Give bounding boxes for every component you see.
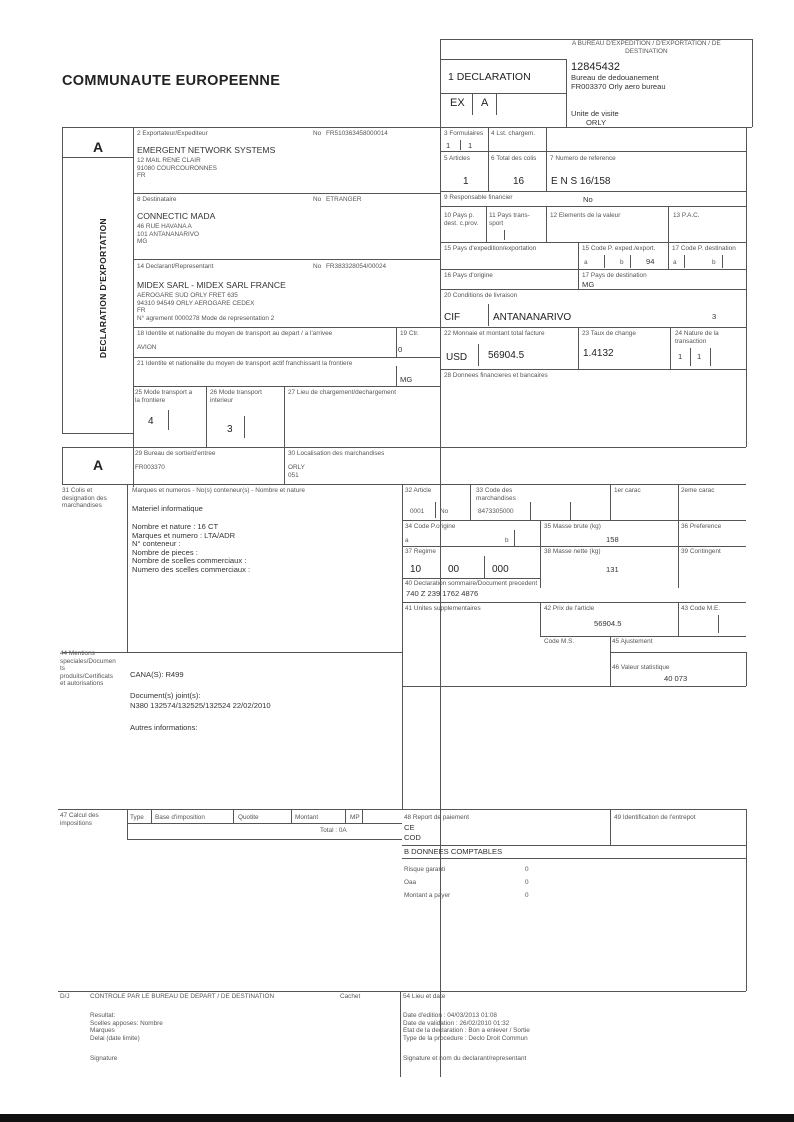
box17-label: 17 Pays de destination (582, 272, 647, 279)
box37-label: 37 Regime (405, 548, 436, 555)
decl-code-ex: EX (450, 97, 465, 109)
code-ms-label: Code M.S. (544, 638, 575, 645)
scan-edge (0, 1114, 794, 1122)
box32-no: No (440, 508, 449, 515)
rule (668, 242, 669, 269)
exporter-no-label: No (313, 130, 322, 137)
rule (460, 140, 461, 150)
letter-a-bottom: A (93, 457, 104, 473)
box25-value: 4 (148, 416, 154, 427)
box47-quotite: Quotite (238, 814, 259, 821)
articles-label: 5 Articles (444, 155, 470, 162)
rule (578, 269, 579, 289)
rule (402, 845, 746, 846)
box47-mp: MP (350, 814, 360, 821)
articles-value: 1 (463, 176, 469, 187)
boxd-items: Resultat: Scelles apposes: Nombre Marques Delai (date limite) (90, 1012, 163, 1042)
box24-v2: 1 (697, 352, 702, 361)
rule (396, 366, 397, 386)
rule (604, 255, 605, 268)
rule (133, 327, 440, 328)
rule (710, 348, 711, 366)
rule (284, 447, 285, 484)
rule (514, 530, 515, 546)
box17a-label: 17 Code P. destination (672, 245, 736, 252)
box40-value: 740 Z 239 1762 4876 (406, 589, 479, 598)
colis-value: 16 (513, 176, 525, 187)
consignee-name: CONNECTIC MADA (137, 211, 216, 221)
box38-value: 131 (606, 565, 619, 574)
box46-label: 46 Valeur statistique (612, 664, 670, 671)
rule (400, 991, 401, 1077)
reference-number: 12845432 (571, 61, 620, 73)
box34-a: a (405, 537, 409, 544)
office-label: Bureau de dedouanement (571, 73, 659, 82)
rule (630, 255, 631, 268)
boxd-signature: Signature (90, 1055, 118, 1062)
financial-value: No (583, 195, 593, 204)
forms-v1: 1 (446, 141, 451, 150)
box33c-label: 2eme carac (681, 487, 715, 494)
box46-value: 40 073 (664, 674, 688, 683)
forms-label: 3 Formulaires (444, 130, 484, 137)
box27-label: 27 Lieu de chargement/dechargement (288, 389, 397, 396)
box43-label: 43 Code M.E. (681, 605, 721, 612)
box49-label: 49 Identification de l'entrepot (614, 814, 696, 821)
box33-value: 8473305000 (478, 508, 514, 515)
rule (440, 59, 566, 60)
rule (578, 327, 579, 369)
rule (610, 652, 746, 653)
declaration-label: 1 DECLARATION (448, 71, 531, 83)
office-value: FR003370 Orly aero bureau (571, 82, 666, 91)
boxb-r2-value: 0 (525, 879, 529, 886)
rule (546, 206, 547, 242)
box47-label: 47 Calcul des impositions (60, 812, 99, 827)
reference-label: 7 Numero de reference (550, 155, 616, 162)
box17-value: MG (582, 280, 595, 289)
rule (488, 304, 489, 326)
rule (291, 809, 292, 823)
rule (678, 484, 679, 520)
visit-label: Unite de visite (571, 109, 619, 118)
rule (566, 59, 567, 127)
box15a-value: 94 (646, 257, 655, 266)
box47-montant: Montant (295, 814, 319, 821)
rule (546, 151, 547, 191)
rule (133, 127, 134, 487)
box30-label: 30 Localisation des marchandises (288, 450, 385, 457)
goods-details: Nombre et nature : 16 CT Marques et numero : LTA/ADR N° conteneur : Nombre de pieces : Nombre de scelles commerciaux : Numero des scelles commerciaux : (132, 522, 251, 574)
rule (610, 484, 611, 520)
box42-label: 42 Prix de l'article (544, 605, 595, 612)
rule (244, 416, 245, 438)
reference-value: E N S 16/158 (551, 176, 611, 187)
rule (402, 686, 746, 687)
box54-sign: Signature et nom du declarant/representant (403, 1055, 527, 1062)
rule (486, 206, 487, 242)
rule (472, 93, 473, 115)
consignee-label: 8 Destinataire (137, 196, 177, 203)
box24-v1: 1 (678, 352, 683, 361)
box25-label: 25 Mode transport a la frontiere (135, 389, 193, 404)
box38-label: 38 Masse nette (kg) (544, 548, 601, 555)
rule (127, 484, 128, 652)
rule (690, 348, 691, 366)
exporter-name: EMERGENT NETWORK SYSTEMS (137, 145, 276, 155)
box35-value: 158 (606, 535, 619, 544)
box20-place: ANTANANARIVO (493, 312, 572, 323)
boxb-r2-label: Oaa (404, 879, 417, 886)
boxd-title: CONTROLE PAR LE BUREAU DE DEPART / DE DESTINATION (90, 993, 275, 1000)
rule (540, 602, 541, 636)
rule (396, 327, 397, 357)
box17a-b: b (712, 259, 716, 266)
boxb-r3-label: Montant a payer (404, 892, 451, 899)
box20-incoterm: CIF (444, 312, 461, 323)
rule (746, 809, 747, 991)
box22-currency: USD (446, 352, 468, 363)
box39-label: 39 Contingent (681, 548, 721, 555)
box44-docs-value: N380 132574/132525/132524 22/02/2010 (130, 701, 271, 710)
rule (752, 39, 753, 127)
box17a-a: a (673, 259, 677, 266)
box34-b: b (505, 537, 509, 544)
box44-label: 44 Mentions speciales/Documen ts produits/Certificats et autorisations (60, 650, 116, 687)
box40-label: 40 Declaration sommaire/Document precedent (405, 580, 538, 587)
box26-label: 26 Mode transport interieur (210, 389, 262, 404)
box33-label: 33 Code des marchandises (476, 487, 516, 502)
load-list-label: 4 Lst. chargem. (491, 130, 536, 137)
box28-label: 28 Donnees financieres et bancaires (444, 372, 548, 379)
declarant-label: 14 Declarant/Representant (137, 263, 214, 270)
goods-description: Materiel informatique (132, 504, 203, 513)
box-a-label: A BUREAU D'EXPEDITION / D'EXPORTATION / DE DESTINATION (572, 40, 721, 55)
declarant-no-label: No (313, 263, 322, 270)
box41-label: 41 Unites supplementaires (405, 605, 481, 612)
boxb-r1-label: Risque garanti (404, 866, 446, 873)
box48-label: 48 Report de paiement (404, 814, 470, 821)
box29-value: FR003370 (135, 464, 165, 471)
consignee-no-value: ETRANGER (326, 196, 362, 203)
rule (496, 93, 497, 115)
box35-label: 35 Masse brute (kg) (544, 523, 601, 530)
boxd-label: D/J (60, 993, 70, 1000)
rule (440, 127, 746, 128)
rule (345, 809, 346, 823)
rule (488, 151, 489, 191)
box16-label: 16 Pays d'origine (444, 272, 493, 279)
rule (440, 242, 746, 243)
box23-value: 1.4132 (583, 348, 614, 359)
vertical-title: DECLARATION D'EXPORTATION (98, 218, 108, 358)
box20-code: 3 (712, 312, 717, 321)
box37-v1: 10 (410, 564, 422, 575)
rule (206, 386, 207, 448)
rule (440, 269, 746, 270)
box47-base: Base d'imposition (155, 814, 205, 821)
rule (440, 369, 746, 370)
declarant-address: AEROGARE SUD ORLY FRET 635 94310 94549 ORLY AEROGARE CEDEX FR N° agrement 0000278 Mode de representation 2 (137, 292, 275, 322)
page-title: COMMUNAUTE EUROPEENNE (62, 73, 281, 89)
box29-label: 29 Bureau de sortie/d'entree (135, 450, 216, 457)
rule (58, 991, 746, 992)
decl-code-a: A (481, 97, 489, 109)
forms-v2: 1 (468, 141, 473, 150)
rule (610, 636, 611, 652)
rule (402, 546, 746, 547)
box23-label: 23 Taux de change (582, 330, 636, 337)
rule (670, 327, 671, 369)
box24-label: 24 Nature de la transaction (675, 330, 719, 345)
box32-label: 32 Article (405, 487, 432, 494)
rule (62, 157, 133, 158)
box47-type: Type (130, 814, 144, 821)
rule (540, 636, 746, 637)
rule (402, 858, 746, 859)
rule (402, 484, 403, 809)
rule (362, 809, 363, 823)
rule (133, 386, 440, 387)
box47-total: Total : 0A (320, 827, 347, 834)
rule (440, 530, 441, 546)
box37-v3: 000 (492, 564, 509, 575)
rule (440, 289, 746, 290)
box15a-a: a (584, 259, 588, 266)
boxb-r3-value: 0 (525, 892, 529, 899)
box15a-label: 15 Code P. exped./export. (582, 245, 656, 252)
rule (133, 357, 440, 358)
box11-label: 11 Pays trans- sport (489, 212, 530, 227)
exporter-address: 12 MAIL RENE CLAIR 91080 COURCOURONNES FR (137, 157, 217, 179)
rule (233, 809, 234, 823)
rule (133, 259, 440, 260)
box45-label: 45 Ajustement (612, 638, 653, 645)
colis-label: 6 Total des colis (491, 155, 537, 162)
rule (440, 93, 566, 94)
box33b-label: 1er carac (614, 487, 641, 494)
rule (62, 484, 746, 485)
box15-label: 15 Pays d'expedition/exportation (444, 245, 537, 252)
box54-lines: Date d'edition : 04/03/2013 01:08 Date de validation : 26/02/2010 01:32 Etat de la declaration : Bon a enlever / Sortie Type de la procedure : Declo Droit Commun (403, 1012, 530, 1042)
rule (678, 602, 679, 636)
financial-label: 9 Responsable financier (444, 194, 513, 201)
rule (488, 127, 489, 151)
box21-value: MG (400, 375, 413, 384)
rule (678, 520, 679, 588)
rule (58, 809, 746, 810)
rule (684, 255, 685, 268)
exporter-label: 2 Exportateur/Expediteur (137, 130, 208, 137)
box54-label: 54 Lieu et date (403, 993, 446, 1000)
rule (62, 447, 746, 448)
rule (478, 344, 479, 366)
rule (440, 556, 441, 578)
rule (402, 578, 540, 579)
rule (440, 327, 746, 328)
box31-label: 31 Colis et designation des marchandises (62, 487, 107, 509)
rule (578, 242, 579, 269)
rule (440, 151, 746, 152)
rule (133, 193, 440, 194)
box15a-b: b (620, 259, 624, 266)
rule (435, 502, 436, 518)
rule (530, 502, 531, 520)
box19-value: 0 (398, 345, 403, 354)
box26-value: 3 (227, 424, 233, 435)
consignee-address: 46 RUE HAVANA A 101 ANTANANARIVO MG (137, 223, 200, 245)
box37-v2: 00 (448, 564, 460, 575)
rule (668, 206, 669, 242)
declarant-no-value: FR383328054/00024 (326, 263, 387, 270)
rule (570, 502, 571, 520)
box10-label: 10 Pays p. dest. c.prov. (444, 212, 479, 227)
rule (127, 823, 402, 824)
rule (546, 127, 547, 151)
rule (610, 809, 611, 845)
rule (746, 652, 747, 686)
box48-ce: CE (404, 823, 415, 832)
exporter-no-value: FR510363458000014 (326, 130, 388, 137)
rule (402, 520, 746, 521)
box42-value: 56904.5 (594, 619, 622, 628)
rule (127, 839, 402, 840)
rule (168, 410, 169, 430)
box44-other: Autres informations: (130, 723, 198, 732)
box18-value: AVION (137, 344, 157, 351)
boxb-r1-value: 0 (525, 866, 529, 873)
rule (746, 127, 747, 447)
visit-value: ORLY (586, 118, 607, 127)
box36-label: 36 Preference (681, 523, 722, 530)
declarant-name: MIDEX SARL - MIDEX SARL FRANCE (137, 280, 286, 290)
rule (718, 615, 719, 633)
box44-cana: CANA(S): R499 (130, 670, 184, 679)
rule (127, 809, 128, 839)
rule (284, 386, 285, 448)
rule (722, 255, 723, 268)
box18-label: 18 Identite et nationalite du moyen de transport au depart / a l'arrivee (137, 330, 333, 337)
box30-value: ORLY 051 (288, 464, 305, 479)
rule (470, 484, 471, 520)
box48-cod: COD (404, 833, 421, 842)
rule (484, 556, 485, 578)
goods-header: Marques et numeros - No(s) conteneur(s) - Nombre et nature (132, 487, 305, 494)
box34-label: 34 Code P.origine (405, 523, 456, 530)
rule (62, 447, 63, 484)
boxd-cachet: Cachet (340, 993, 361, 1000)
rule (540, 520, 541, 588)
box22-amount: 56904.5 (488, 350, 525, 361)
letter-a-top: A (93, 139, 104, 155)
box13-label: 13 P.A.C. (673, 212, 700, 219)
box44-docs-label: Document(s) joint(s): (130, 691, 201, 700)
rule (402, 602, 746, 603)
rule (62, 433, 133, 434)
box19-label: 19 Ctr. (400, 330, 419, 337)
rule (610, 652, 611, 686)
box22-label: 22 Monnaie et montant total facture (444, 330, 545, 337)
boxb-label: B DONNEES COMPTABLES (404, 847, 503, 856)
box12-label: 12 Elements de la valeur (550, 212, 621, 219)
rule (151, 809, 152, 823)
box32-value: 0001 (410, 508, 425, 515)
rule (440, 191, 746, 192)
rule (504, 230, 505, 240)
consignee-no-label: No (313, 196, 322, 203)
box20-label: 20 Conditions de livraison (444, 292, 518, 299)
box21-label: 21 Identite et nationalite du moyen de transport actif franchissant la frontiere (137, 360, 353, 367)
rule (62, 127, 63, 433)
